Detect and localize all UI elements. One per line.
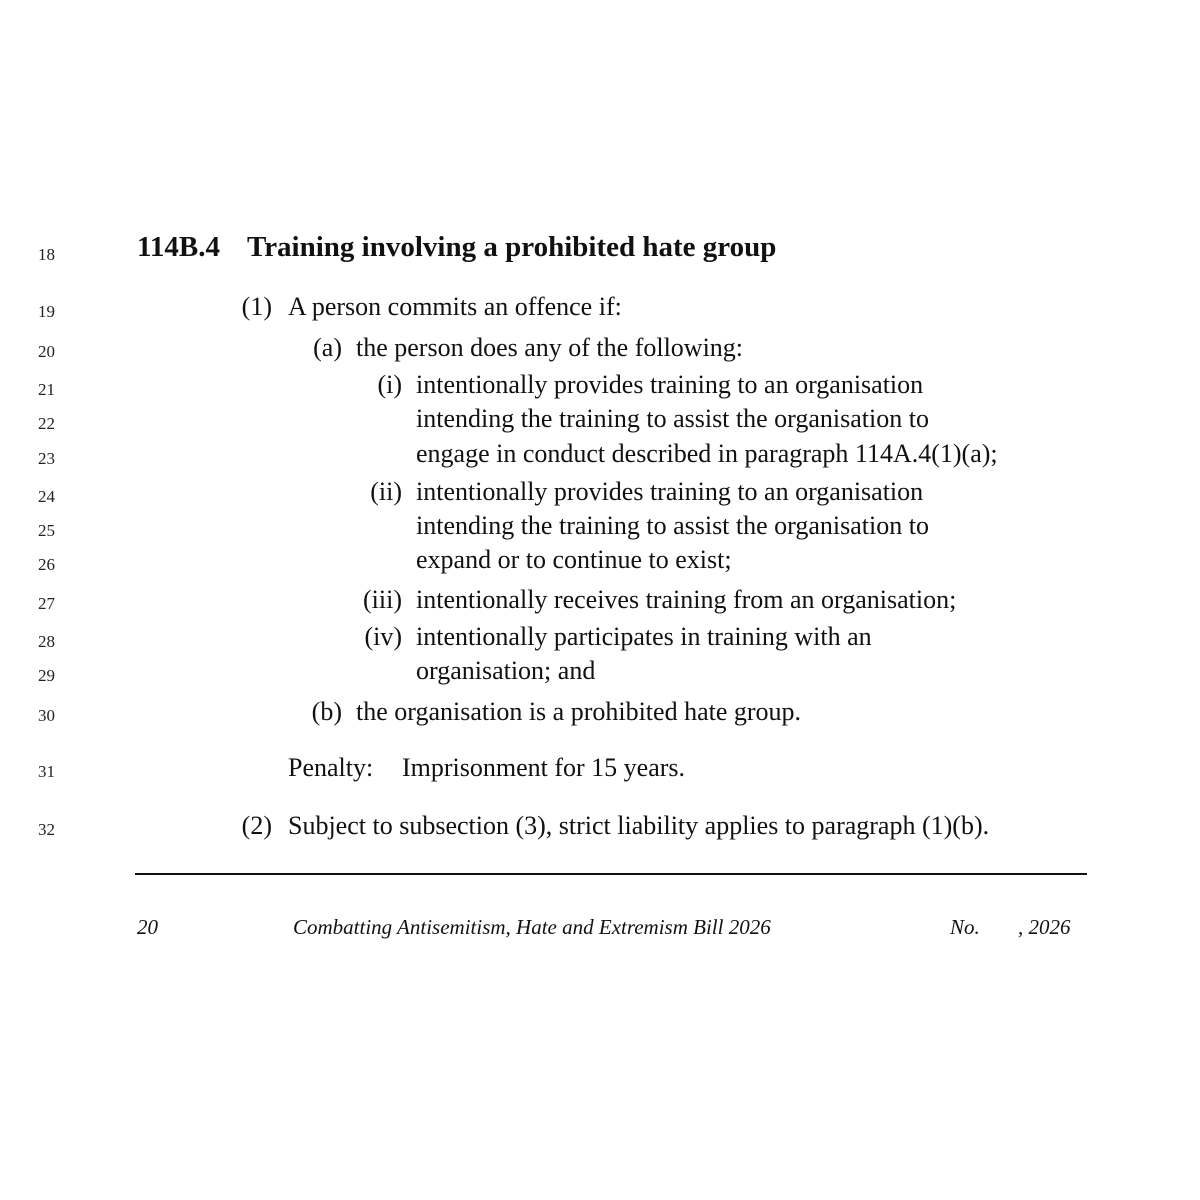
subsection-label: (1) (241, 292, 272, 321)
line-number: 25 (38, 521, 55, 540)
footer-page-number: 20 (137, 915, 158, 939)
subparagraph-line: expand or to continue to exist; (416, 545, 732, 574)
line-number: 26 (38, 555, 55, 574)
subsection-text: Subject to subsection (3), strict liability applies to paragraph (1)(b). (288, 811, 990, 840)
line-number: 28 (38, 632, 55, 651)
subparagraph-line: intending the training to assist the organisation to (416, 511, 929, 540)
footer-no-label: No. (950, 915, 980, 939)
line-number: 22 (38, 414, 55, 433)
subsection-label: (2) (241, 811, 272, 840)
line-number: 31 (38, 762, 55, 781)
line-number: 20 (38, 342, 55, 361)
paragraph-label: (b) (311, 697, 342, 726)
subparagraph-line: intentionally provides training to an organisation (416, 477, 924, 506)
line-number: 27 (38, 594, 55, 613)
line-number: 24 (38, 487, 55, 506)
paragraph-text: the person does any of the following: (356, 333, 744, 362)
line-number: 29 (38, 666, 55, 685)
subparagraph-line: intentionally provides training to an organisation (416, 370, 924, 399)
section-title: Training involving a prohibited hate group (247, 231, 777, 263)
line-number: 19 (38, 302, 55, 321)
subparagraph-label: (i) (377, 370, 402, 399)
section-number: 114B.4 (137, 231, 220, 263)
footer-bill-title: Combatting Antisemitism, Hate and Extremism Bill 2026 (293, 915, 771, 939)
paragraph-text: the organisation is a prohibited hate group. (356, 697, 802, 726)
subparagraph-line: intentionally participates in training with an (416, 622, 872, 651)
subparagraph-line: intentionally receives training from an organisation; (416, 585, 957, 614)
subparagraph-label: (iii) (363, 585, 402, 614)
line-number: 21 (38, 380, 55, 399)
subparagraph-label: (iv) (364, 622, 402, 651)
line-number: 32 (38, 820, 55, 839)
footer-year: , 2026 (1018, 915, 1071, 939)
subparagraph-line: engage in conduct described in paragraph 114A.4(1)(a); (416, 439, 998, 468)
line-number: 30 (38, 706, 55, 725)
subparagraph-line: intending the training to assist the organisation to (416, 404, 929, 433)
section-heading (137, 231, 776, 264)
line-number: 23 (38, 449, 55, 468)
subparagraph-label: (ii) (370, 477, 402, 506)
penalty-text: Imprisonment for 15 years. (402, 753, 686, 782)
subparagraph-line: organisation; and (416, 656, 596, 685)
subsection-text: A person commits an offence if: (288, 292, 622, 321)
line-number: 18 (38, 245, 55, 264)
penalty-label: Penalty: (288, 753, 374, 782)
footer-rule (135, 873, 1087, 875)
paragraph-label: (a) (313, 333, 342, 362)
